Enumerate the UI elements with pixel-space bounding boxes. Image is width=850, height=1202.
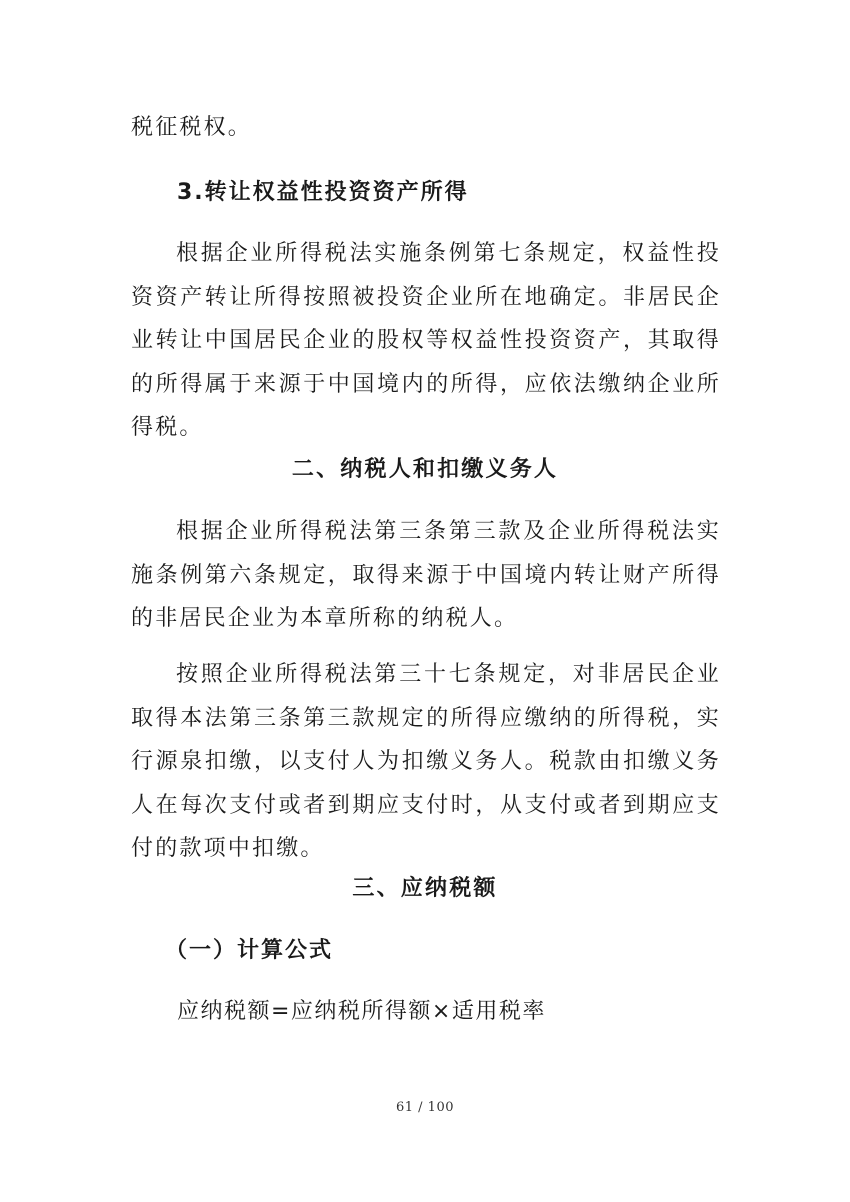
subheading-formula: （一）计算公式 — [165, 938, 334, 963]
section-3-heading: 3.转让权益性投资资产所得 — [177, 180, 469, 205]
heading-taxpayer-withholding: 二、纳税人和扣缴义务人 — [291, 457, 559, 482]
tax-formula: 应纳税额=应纳税所得额×适用税率 — [177, 999, 546, 1024]
page-number: 61 / 100 — [396, 1100, 454, 1115]
continued-text: 税征税权。 — [131, 115, 253, 140]
heading-tax-payable: 三、应纳税额 — [352, 876, 498, 901]
taxpayer-paragraph-2: 按照企业所得税法第三十七条规定，对非居民企业取得本法第三条第三款规定的所得应缴纳的所得税，实行源泉扣缴，以支付人为扣缴义务人。税款由扣缴义务人在每次支付或者到期应支付时，从支付或者到期应支付的款项中扣缴。 — [131, 662, 721, 861]
taxpayer-paragraph-1: 根据企业所得税法第三条第三款及企业所得税法实施条例第六条规定，取得来源于中国境内转让财产所得的非居民企业为本章所称的纳税人。 — [131, 519, 721, 631]
section-3-paragraph: 根据企业所得税法实施条例第七条规定，权益性投资资产转让所得按照被投资企业所在地确定。非居民企业转让中国居民企业的股权等权益性投资资产，其取得的所得属于来源于中国境内的所得，应依法缴纳企业所得税。 — [131, 241, 721, 440]
